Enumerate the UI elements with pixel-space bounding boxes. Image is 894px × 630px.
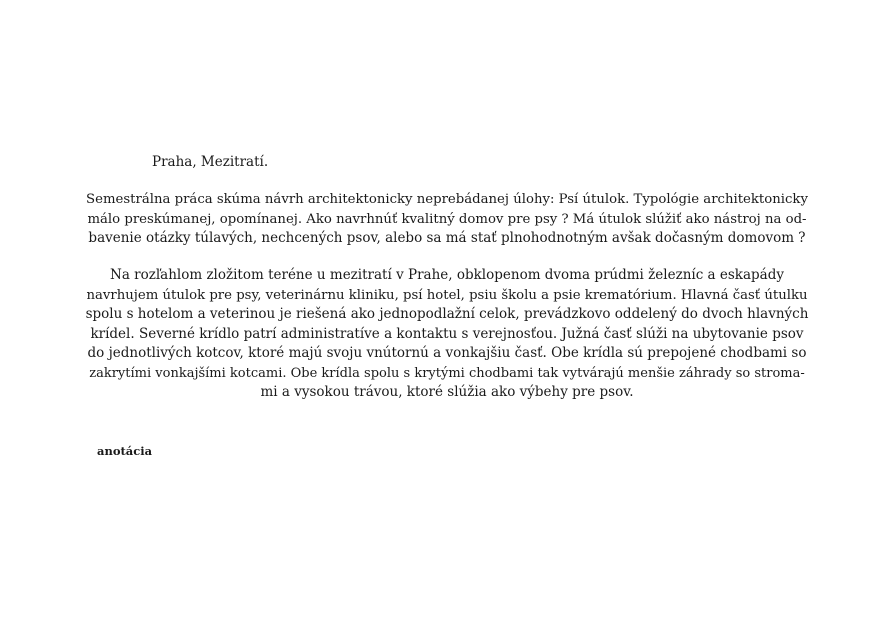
description-line: navrhujem útulok pre psy, veterinárnu kliniku, psí hotel, psiu školu a psie krematórium. Hlavná časť útulku — [86, 287, 808, 303]
description-line: zakrytími vonkajšími kotcami. Obe krídla spolu s krytými chodbami tak vytvárajú menšie záhrady so stroma- — [89, 365, 805, 381]
intro-line: bavenie otázky túlavých, nechcených psov, alebo sa má stať plnohodnotným avšak dočasným domovom ? — [88, 230, 806, 246]
description-line: do jednotlivých kotcov, ktoré majú svoju vnútornú a vonkajšiu časť. Obe krídla sú prepojené chodbami so — [87, 345, 807, 361]
description-line: krídel. Severné krídlo patrí administratíve a kontaktu s verejnosťou. Južná časť slúži na ubytovanie psov — [90, 325, 804, 342]
location-heading: Praha, Mezitratí. — [152, 154, 269, 170]
description-line: Na rozľahlom zložitom teréne u mezitratí v Prahe, obklopenom dvoma prúdmi železníc a eskapády — [110, 267, 784, 283]
description-line: mi a vysokou trávou, ktoré slúžia ako výbehy pre psov. — [260, 384, 634, 400]
intro-line: málo preskúmanej, opomínanej. Ako navrhnúť kvalitný domov pre psy ? Má útulok slúžiť ako nástroj na od- — [87, 211, 807, 227]
intro-line: Semestrálna práca skúma návrh architektonicky neprebádanej úlohy: Psí útulok. Typológie architektonicky — [86, 192, 808, 207]
section-label: anotácia — [97, 444, 153, 458]
intro-paragraph — [85, 190, 809, 249]
description-paragraph — [85, 266, 809, 403]
description-line: spolu s hotelom a veterinou je riešená ako jednopodlažní celok, prevádzkovo oddelený do dvoch hlavných — [85, 306, 809, 322]
